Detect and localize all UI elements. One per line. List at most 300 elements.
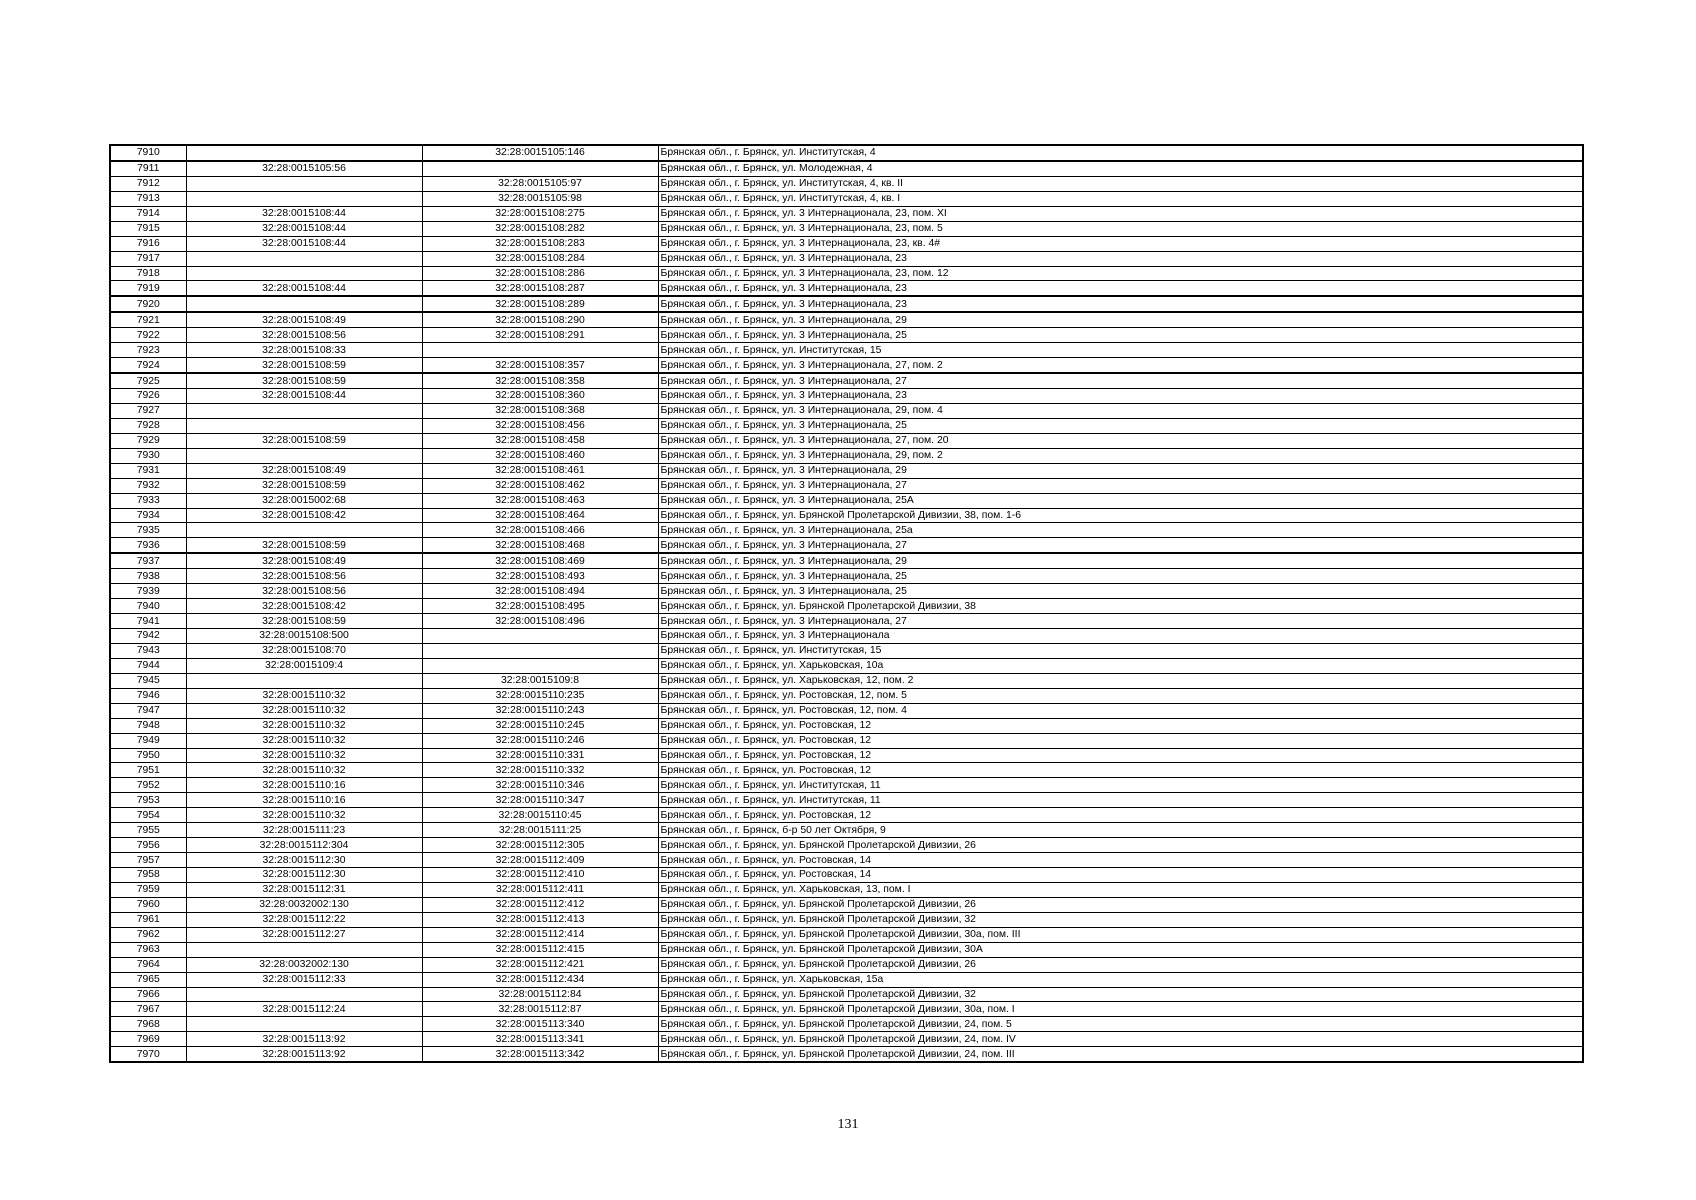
row-number-cell: 7914: [110, 206, 186, 221]
row-number-cell: 7912: [110, 176, 186, 191]
object-cadastral-number-cell: 32:28:0015108:291: [422, 328, 658, 343]
object-cadastral-number-cell: 32:28:0015112:434: [422, 972, 658, 987]
address-cell: Брянская обл., г. Брянск, ул. 3 Интернационала, 29: [658, 312, 1583, 327]
land-cadastral-number-cell: [186, 987, 422, 1002]
row-number-cell: 7952: [110, 778, 186, 793]
address-cell: Брянская обл., г. Брянск, ул. 3 Интернационала, 23: [658, 251, 1583, 266]
row-number-cell: 7954: [110, 808, 186, 823]
table-row: [110, 191, 1583, 206]
table-row: [110, 838, 1583, 853]
row-number-cell: 7955: [110, 823, 186, 838]
land-cadastral-number-cell: 32:28:0015108:49: [186, 553, 422, 568]
object-cadastral-number-cell: 32:28:0015112:414: [422, 927, 658, 942]
row-number-cell: 7959: [110, 882, 186, 897]
land-cadastral-number-cell: 32:28:0015112:30: [186, 868, 422, 883]
row-number-cell: 7970: [110, 1047, 186, 1062]
table-row: [110, 912, 1583, 927]
land-cadastral-number-cell: 32:28:0015108:42: [186, 508, 422, 523]
address-cell: Брянская обл., г. Брянск, ул. 3 Интернационала, 23: [658, 296, 1583, 312]
row-number-cell: 7944: [110, 658, 186, 673]
object-cadastral-number-cell: 32:28:0015108:469: [422, 553, 658, 568]
table-row: [110, 853, 1583, 868]
object-cadastral-number-cell: 32:28:0015110:245: [422, 718, 658, 733]
land-cadastral-number-cell: 32:28:0015108:59: [186, 373, 422, 388]
land-cadastral-number-cell: [186, 523, 422, 538]
table-row: [110, 312, 1583, 327]
object-cadastral-number-cell: 32:28:0015105:98: [422, 191, 658, 206]
object-cadastral-number-cell: 32:28:0015108:360: [422, 389, 658, 404]
address-cell: Брянская обл., г. Брянск, ул. 3 Интернационала, 25: [658, 569, 1583, 584]
table-row: [110, 538, 1583, 553]
table-row: [110, 987, 1583, 1002]
address-cell: Брянская обл., г. Брянск, ул. Брянской Пролетарской Дивизии, 26: [658, 838, 1583, 853]
row-number-cell: 7922: [110, 328, 186, 343]
table-row: [110, 1002, 1583, 1017]
row-number-cell: 7919: [110, 281, 186, 296]
row-number-cell: 7942: [110, 629, 186, 644]
row-number-cell: 7965: [110, 972, 186, 987]
address-cell: Брянская обл., г. Брянск, ул. Харьковская, 12, пом. 2: [658, 673, 1583, 688]
land-cadastral-number-cell: 32:28:0015113:92: [186, 1032, 422, 1047]
row-number-cell: 7948: [110, 718, 186, 733]
table-row: [110, 478, 1583, 493]
address-cell: Брянская обл., г. Брянск, ул. Институтская, 4: [658, 145, 1583, 161]
address-cell: Брянская обл., г. Брянск, ул. 3 Интернационала, 23, пом. XI: [658, 206, 1583, 221]
address-cell: Брянская обл., г. Брянск, ул. Институтская, 15: [658, 643, 1583, 658]
address-cell: Брянская обл., г. Брянск, ул. 3 Интернационала, 29: [658, 553, 1583, 568]
land-cadastral-number-cell: 32:28:0015108:59: [186, 433, 422, 448]
table-row: [110, 718, 1583, 733]
table-row: [110, 1017, 1583, 1032]
row-number-cell: 7937: [110, 553, 186, 568]
address-cell: Брянская обл., г. Брянск, ул. 3 Интернационала, 27: [658, 538, 1583, 553]
object-cadastral-number-cell: 32:28:0015108:463: [422, 493, 658, 508]
table-row: [110, 584, 1583, 599]
address-cell: Брянская обл., г. Брянск, ул. Институтская, 11: [658, 793, 1583, 808]
object-cadastral-number-cell: 32:28:0015108:460: [422, 448, 658, 463]
row-number-cell: 7946: [110, 688, 186, 703]
object-cadastral-number-cell: 32:28:0015108:496: [422, 614, 658, 629]
address-cell: Брянская обл., г. Брянск, б-р 50 лет Октября, 9: [658, 823, 1583, 838]
table-row: [110, 508, 1583, 523]
address-cell: Брянская обл., г. Брянск, ул. Ростовская, 12: [658, 718, 1583, 733]
object-cadastral-number-cell: 32:28:0015108:275: [422, 206, 658, 221]
object-cadastral-number-cell: 32:28:0015110:332: [422, 763, 658, 778]
address-cell: Брянская обл., г. Брянск, ул. Брянской Пролетарской Дивизии, 24, пом. III: [658, 1047, 1583, 1062]
address-cell: Брянская обл., г. Брянск, ул. Брянской Пролетарской Дивизии, 38, пом. 1-6: [658, 508, 1583, 523]
address-cell: Брянская обл., г. Брянск, ул. 3 Интернационала, 25: [658, 584, 1583, 599]
table-row: [110, 161, 1583, 176]
land-cadastral-number-cell: [186, 145, 422, 161]
object-cadastral-number-cell: 32:28:0015110:246: [422, 733, 658, 748]
land-cadastral-number-cell: 32:28:0015110:32: [186, 748, 422, 763]
table-row: [110, 448, 1583, 463]
land-cadastral-number-cell: [186, 251, 422, 266]
land-cadastral-number-cell: [186, 176, 422, 191]
row-number-cell: 7938: [110, 569, 186, 584]
address-cell: Брянская обл., г. Брянск, ул. Ростовская, 12, пом. 5: [658, 688, 1583, 703]
address-cell: Брянская обл., г. Брянск, ул. 3 Интернационала, 25: [658, 418, 1583, 433]
table-row: [110, 251, 1583, 266]
land-cadastral-number-cell: 32:28:0015002:68: [186, 493, 422, 508]
object-cadastral-number-cell: 32:28:0015108:466: [422, 523, 658, 538]
object-cadastral-number-cell: 32:28:0015108:283: [422, 236, 658, 251]
address-cell: Брянская обл., г. Брянск, ул. Институтская, 4, кв. II: [658, 176, 1583, 191]
land-cadastral-number-cell: 32:28:0032002:130: [186, 897, 422, 912]
address-cell: Брянская обл., г. Брянск, ул. Брянской Пролетарской Дивизии, 32: [658, 912, 1583, 927]
address-cell: Брянская обл., г. Брянск, ул. Брянской Пролетарской Дивизии, 26: [658, 897, 1583, 912]
table-row: [110, 972, 1583, 987]
table-row: [110, 221, 1583, 236]
object-cadastral-number-cell: 32:28:0015113:341: [422, 1032, 658, 1047]
table-row: [110, 569, 1583, 584]
row-number-cell: 7930: [110, 448, 186, 463]
table-row: [110, 343, 1583, 358]
row-number-cell: 7920: [110, 296, 186, 312]
table-row: [110, 206, 1583, 221]
row-number-cell: 7953: [110, 793, 186, 808]
table-row: [110, 403, 1583, 418]
address-cell: Брянская обл., г. Брянск, ул. Харьковская, 15а: [658, 972, 1583, 987]
table-row: [110, 643, 1583, 658]
row-number-cell: 7956: [110, 838, 186, 853]
table-row: [110, 763, 1583, 778]
land-cadastral-number-cell: [186, 191, 422, 206]
object-cadastral-number-cell: 32:28:0015108:461: [422, 463, 658, 478]
land-cadastral-number-cell: 32:28:0015108:44: [186, 389, 422, 404]
row-number-cell: 7940: [110, 599, 186, 614]
row-number-cell: 7924: [110, 358, 186, 373]
land-cadastral-number-cell: [186, 1017, 422, 1032]
object-cadastral-number-cell: [422, 343, 658, 358]
object-cadastral-number-cell: 32:28:0015108:282: [422, 221, 658, 236]
address-cell: Брянская обл., г. Брянск, ул. Брянской Пролетарской Дивизии, 30А: [658, 942, 1583, 957]
table-row: [110, 688, 1583, 703]
table-row: [110, 281, 1583, 296]
row-number-cell: 7931: [110, 463, 186, 478]
address-cell: Брянская обл., г. Брянск, ул. Брянской Пролетарской Дивизии, 32: [658, 987, 1583, 1002]
land-cadastral-number-cell: 32:28:0015108:42: [186, 599, 422, 614]
address-cell: Брянская обл., г. Брянск, ул. Харьковская, 13, пом. I: [658, 882, 1583, 897]
object-cadastral-number-cell: 32:28:0015108:289: [422, 296, 658, 312]
land-cadastral-number-cell: 32:28:0015108:59: [186, 358, 422, 373]
address-cell: Брянская обл., г. Брянск, ул. 3 Интернационала, 27: [658, 373, 1583, 388]
table-row: [110, 957, 1583, 972]
table-row: [110, 389, 1583, 404]
address-cell: Брянская обл., г. Брянск, ул. 3 Интернационала, 27, пом. 20: [658, 433, 1583, 448]
row-number-cell: 7969: [110, 1032, 186, 1047]
address-cell: Брянская обл., г. Брянск, ул. Ростовская, 12: [658, 763, 1583, 778]
object-cadastral-number-cell: [422, 629, 658, 644]
object-cadastral-number-cell: 32:28:0015108:287: [422, 281, 658, 296]
table-row: [110, 418, 1583, 433]
address-cell: Брянская обл., г. Брянск, ул. 3 Интернационала, 25А: [658, 493, 1583, 508]
land-cadastral-number-cell: [186, 942, 422, 957]
object-cadastral-number-cell: 32:28:0015112:84: [422, 987, 658, 1002]
row-number-cell: 7927: [110, 403, 186, 418]
object-cadastral-number-cell: 32:28:0015112:411: [422, 882, 658, 897]
land-cadastral-number-cell: 32:28:0015108:56: [186, 328, 422, 343]
land-cadastral-number-cell: 32:28:0015110:32: [186, 703, 422, 718]
table-row: [110, 266, 1583, 281]
address-cell: Брянская обл., г. Брянск, ул. Ростовская, 14: [658, 853, 1583, 868]
object-cadastral-number-cell: 32:28:0015110:346: [422, 778, 658, 793]
row-number-cell: 7926: [110, 389, 186, 404]
object-cadastral-number-cell: 32:28:0015112:410: [422, 868, 658, 883]
table-row: [110, 658, 1583, 673]
land-cadastral-number-cell: 32:28:0015108:56: [186, 584, 422, 599]
address-cell: Брянская обл., г. Брянск, ул. Институтская, 15: [658, 343, 1583, 358]
row-number-cell: 7949: [110, 733, 186, 748]
land-cadastral-number-cell: 32:28:0015108:56: [186, 569, 422, 584]
table-body: [110, 145, 1583, 1062]
land-cadastral-number-cell: [186, 296, 422, 312]
land-cadastral-number-cell: 32:28:0015105:56: [186, 161, 422, 176]
land-cadastral-number-cell: 32:28:0015108:44: [186, 206, 422, 221]
table-row: [110, 673, 1583, 688]
address-cell: Брянская обл., г. Брянск, ул. Ростовская, 14: [658, 868, 1583, 883]
row-number-cell: 7941: [110, 614, 186, 629]
address-cell: Брянская обл., г. Брянск, ул. Институтская, 4, кв. I: [658, 191, 1583, 206]
table-row: [110, 433, 1583, 448]
address-cell: Брянская обл., г. Брянск, ул. 3 Интернационала, 25: [658, 328, 1583, 343]
address-cell: Брянская обл., г. Брянск, ул. Брянской Пролетарской Дивизии, 24, пом. 5: [658, 1017, 1583, 1032]
object-cadastral-number-cell: 32:28:0015113:340: [422, 1017, 658, 1032]
object-cadastral-number-cell: 32:28:0015108:284: [422, 251, 658, 266]
address-cell: Брянская обл., г. Брянск, ул. Брянской Пролетарской Дивизии, 24, пом. IV: [658, 1032, 1583, 1047]
address-cell: Брянская обл., г. Брянск, ул. Брянской Пролетарской Дивизии, 30а, пом. III: [658, 927, 1583, 942]
land-cadastral-number-cell: [186, 673, 422, 688]
address-cell: Брянская обл., г. Брянск, ул. Брянской Пролетарской Дивизии, 30а, пом. I: [658, 1002, 1583, 1017]
table-row: [110, 463, 1583, 478]
address-cell: Брянская обл., г. Брянск, ул. Брянской Пролетарской Дивизии, 26: [658, 957, 1583, 972]
object-cadastral-number-cell: [422, 161, 658, 176]
land-cadastral-number-cell: 32:28:0015108:500: [186, 629, 422, 644]
address-cell: Брянская обл., г. Брянск, ул. 3 Интернационала, 25а: [658, 523, 1583, 538]
land-cadastral-number-cell: 32:28:0015108:44: [186, 281, 422, 296]
row-number-cell: 7947: [110, 703, 186, 718]
land-cadastral-number-cell: 32:28:0015108:49: [186, 312, 422, 327]
address-cell: Брянская обл., г. Брянск, ул. Ростовская, 12: [658, 808, 1583, 823]
row-number-cell: 7960: [110, 897, 186, 912]
table-row: [110, 778, 1583, 793]
land-cadastral-number-cell: 32:28:0015110:32: [186, 808, 422, 823]
address-cell: Брянская обл., г. Брянск, ул. 3 Интернационала, 27: [658, 478, 1583, 493]
object-cadastral-number-cell: 32:28:0015105:146: [422, 145, 658, 161]
land-cadastral-number-cell: 32:28:0015108:44: [186, 221, 422, 236]
address-cell: Брянская обл., г. Брянск, ул. 3 Интернационала, 23, кв. 4#: [658, 236, 1583, 251]
land-cadastral-number-cell: 32:28:0015108:33: [186, 343, 422, 358]
row-number-cell: 7957: [110, 853, 186, 868]
object-cadastral-number-cell: 32:28:0015110:347: [422, 793, 658, 808]
address-cell: Брянская обл., г. Брянск, ул. 3 Интернационала, 23: [658, 389, 1583, 404]
address-cell: Брянская обл., г. Брянск, ул. 3 Интернационала: [658, 629, 1583, 644]
row-number-cell: 7915: [110, 221, 186, 236]
object-cadastral-number-cell: 32:28:0015109:8: [422, 673, 658, 688]
land-cadastral-number-cell: [186, 418, 422, 433]
object-cadastral-number-cell: 32:28:0015110:235: [422, 688, 658, 703]
land-cadastral-number-cell: [186, 403, 422, 418]
row-number-cell: 7923: [110, 343, 186, 358]
row-number-cell: 7913: [110, 191, 186, 206]
object-cadastral-number-cell: 32:28:0015108:358: [422, 373, 658, 388]
table-row: [110, 733, 1583, 748]
row-number-cell: 7932: [110, 478, 186, 493]
row-number-cell: 7934: [110, 508, 186, 523]
land-cadastral-number-cell: 32:28:0015108:59: [186, 538, 422, 553]
address-cell: Брянская обл., г. Брянск, ул. 3 Интернационала, 27: [658, 614, 1583, 629]
object-cadastral-number-cell: 32:28:0015108:495: [422, 599, 658, 614]
land-cadastral-number-cell: 32:28:0015109:4: [186, 658, 422, 673]
address-cell: Брянская обл., г. Брянск, ул. 3 Интернационала, 29, пом. 2: [658, 448, 1583, 463]
row-number-cell: 7951: [110, 763, 186, 778]
object-cadastral-number-cell: [422, 643, 658, 658]
table-row: [110, 358, 1583, 373]
table-row: [110, 942, 1583, 957]
row-number-cell: 7943: [110, 643, 186, 658]
address-cell: Брянская обл., г. Брянск, ул. Харьковская, 10а: [658, 658, 1583, 673]
object-cadastral-number-cell: 32:28:0015112:412: [422, 897, 658, 912]
table-row: [110, 793, 1583, 808]
land-cadastral-number-cell: [186, 448, 422, 463]
row-number-cell: 7929: [110, 433, 186, 448]
land-cadastral-number-cell: 32:28:0015112:304: [186, 838, 422, 853]
table-row: [110, 823, 1583, 838]
table-row: [110, 373, 1583, 388]
object-cadastral-number-cell: 32:28:0015108:357: [422, 358, 658, 373]
table-row: [110, 748, 1583, 763]
address-cell: Брянская обл., г. Брянск, ул. Ростовская, 12, пом. 4: [658, 703, 1583, 718]
row-number-cell: 7968: [110, 1017, 186, 1032]
row-number-cell: 7918: [110, 266, 186, 281]
object-cadastral-number-cell: 32:28:0015108:493: [422, 569, 658, 584]
row-number-cell: 7910: [110, 145, 186, 161]
land-cadastral-number-cell: 32:28:0032002:130: [186, 957, 422, 972]
land-cadastral-number-cell: 32:28:0015110:32: [186, 763, 422, 778]
table-row: [110, 808, 1583, 823]
address-cell: Брянская обл., г. Брянск, ул. 3 Интернационала, 23, пом. 5: [658, 221, 1583, 236]
land-cadastral-number-cell: 32:28:0015110:16: [186, 793, 422, 808]
table-row: [110, 236, 1583, 251]
land-cadastral-number-cell: 32:28:0015112:31: [186, 882, 422, 897]
object-cadastral-number-cell: 32:28:0015112:415: [422, 942, 658, 957]
table-row: [110, 599, 1583, 614]
object-cadastral-number-cell: 32:28:0015112:421: [422, 957, 658, 972]
table-row: [110, 553, 1583, 568]
object-cadastral-number-cell: [422, 658, 658, 673]
object-cadastral-number-cell: 32:28:0015110:45: [422, 808, 658, 823]
object-cadastral-number-cell: 32:28:0015112:413: [422, 912, 658, 927]
page-number: 131: [837, 1117, 859, 1132]
land-cadastral-number-cell: 32:28:0015112:30: [186, 853, 422, 868]
object-cadastral-number-cell: 32:28:0015108:462: [422, 478, 658, 493]
land-cadastral-number-cell: 32:28:0015108:70: [186, 643, 422, 658]
table-row: [110, 1047, 1583, 1062]
table-row: [110, 328, 1583, 343]
land-cadastral-number-cell: 32:28:0015108:49: [186, 463, 422, 478]
row-number-cell: 7917: [110, 251, 186, 266]
table-row: [110, 927, 1583, 942]
row-number-cell: 7921: [110, 312, 186, 327]
land-cadastral-number-cell: 32:28:0015112:33: [186, 972, 422, 987]
table-row: [110, 1032, 1583, 1047]
table-row: [110, 882, 1583, 897]
land-cadastral-number-cell: 32:28:0015108:59: [186, 478, 422, 493]
land-cadastral-number-cell: 32:28:0015110:32: [186, 718, 422, 733]
row-number-cell: 7962: [110, 927, 186, 942]
address-cell: Брянская обл., г. Брянск, ул. Ростовская, 12: [658, 733, 1583, 748]
table-row: [110, 145, 1583, 161]
table-row: [110, 868, 1583, 883]
land-cadastral-number-cell: 32:28:0015111:23: [186, 823, 422, 838]
address-cell: Брянская обл., г. Брянск, ул. Брянской Пролетарской Дивизии, 38: [658, 599, 1583, 614]
object-cadastral-number-cell: 32:28:0015108:458: [422, 433, 658, 448]
object-cadastral-number-cell: 32:28:0015110:331: [422, 748, 658, 763]
object-cadastral-number-cell: 32:28:0015112:305: [422, 838, 658, 853]
row-number-cell: 7967: [110, 1002, 186, 1017]
land-cadastral-number-cell: 32:28:0015108:44: [186, 236, 422, 251]
object-cadastral-number-cell: 32:28:0015108:464: [422, 508, 658, 523]
object-cadastral-number-cell: 32:28:0015105:97: [422, 176, 658, 191]
row-number-cell: 7939: [110, 584, 186, 599]
object-cadastral-number-cell: 32:28:0015110:243: [422, 703, 658, 718]
object-cadastral-number-cell: 32:28:0015108:290: [422, 312, 658, 327]
land-cadastral-number-cell: [186, 266, 422, 281]
object-cadastral-number-cell: 32:28:0015108:368: [422, 403, 658, 418]
address-cell: Брянская обл., г. Брянск, ул. 3 Интернационала, 29, пом. 4: [658, 403, 1583, 418]
land-cadastral-number-cell: 32:28:0015112:24: [186, 1002, 422, 1017]
address-cell: Брянская обл., г. Брянск, ул. 3 Интернационала, 23: [658, 281, 1583, 296]
object-cadastral-number-cell: 32:28:0015108:286: [422, 266, 658, 281]
address-cell: Брянская обл., г. Брянск, ул. 3 Интернационала, 27, пом. 2: [658, 358, 1583, 373]
land-cadastral-number-cell: 32:28:0015112:22: [186, 912, 422, 927]
address-cell: Брянская обл., г. Брянск, ул. Институтская, 11: [658, 778, 1583, 793]
object-cadastral-number-cell: 32:28:0015108:456: [422, 418, 658, 433]
table-row: [110, 176, 1583, 191]
address-cell: Брянская обл., г. Брянск, ул. 3 Интернационала, 29: [658, 463, 1583, 478]
cadastral-table: [109, 144, 1584, 1063]
table-row: [110, 897, 1583, 912]
row-number-cell: 7911: [110, 161, 186, 176]
row-number-cell: 7958: [110, 868, 186, 883]
address-cell: Брянская обл., г. Брянск, ул. Ростовская, 12: [658, 748, 1583, 763]
row-number-cell: 7936: [110, 538, 186, 553]
land-cadastral-number-cell: 32:28:0015112:27: [186, 927, 422, 942]
land-cadastral-number-cell: 32:28:0015108:59: [186, 614, 422, 629]
land-cadastral-number-cell: 32:28:0015110:16: [186, 778, 422, 793]
address-cell: Брянская обл., г. Брянск, ул. 3 Интернационала, 23, пом. 12: [658, 266, 1583, 281]
row-number-cell: 7950: [110, 748, 186, 763]
row-number-cell: 7925: [110, 373, 186, 388]
address-cell: Брянская обл., г. Брянск, ул. Молодежная, 4: [658, 161, 1583, 176]
row-number-cell: 7963: [110, 942, 186, 957]
row-number-cell: 7928: [110, 418, 186, 433]
object-cadastral-number-cell: 32:28:0015111:25: [422, 823, 658, 838]
table-row: [110, 629, 1583, 644]
table-row: [110, 703, 1583, 718]
object-cadastral-number-cell: 32:28:0015108:494: [422, 584, 658, 599]
row-number-cell: 7935: [110, 523, 186, 538]
object-cadastral-number-cell: 32:28:0015112:409: [422, 853, 658, 868]
row-number-cell: 7966: [110, 987, 186, 1002]
table-row: [110, 493, 1583, 508]
table-row: [110, 296, 1583, 312]
object-cadastral-number-cell: 32:28:0015112:87: [422, 1002, 658, 1017]
table-row: [110, 523, 1583, 538]
object-cadastral-number-cell: 32:28:0015113:342: [422, 1047, 658, 1062]
table-row: [110, 614, 1583, 629]
land-cadastral-number-cell: 32:28:0015113:92: [186, 1047, 422, 1062]
